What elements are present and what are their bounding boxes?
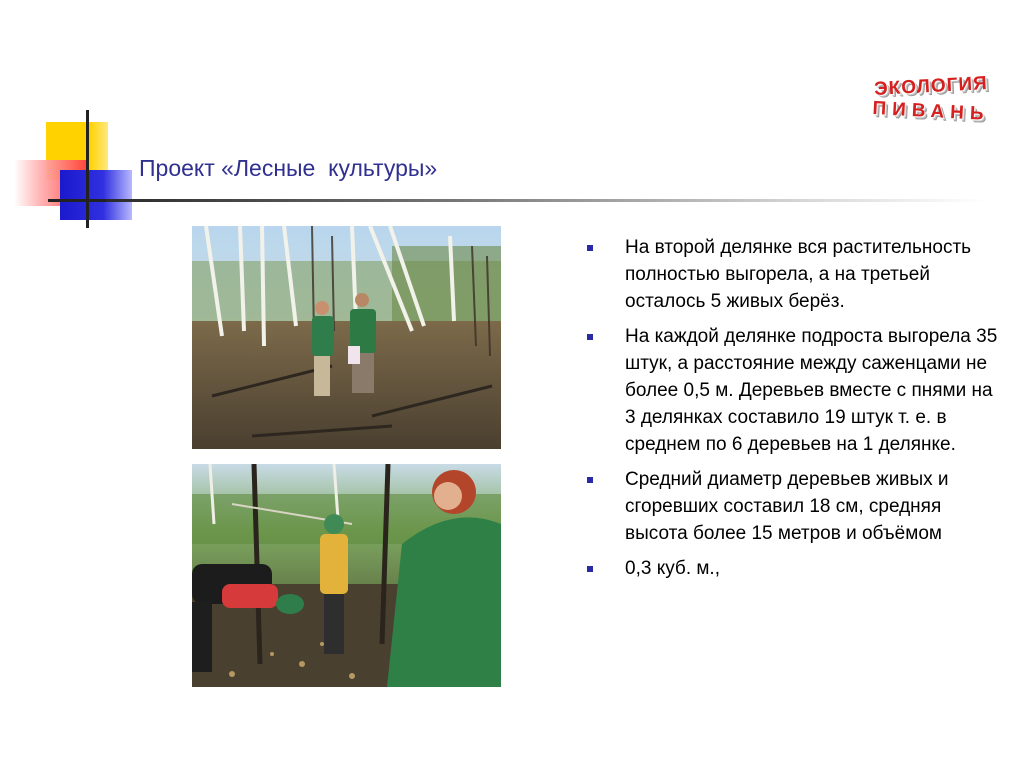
bullet-text: На каждой делянке подроста выгорела 35 штук, а расстояние между саженцами не более 0,5 м. Деревьев вместе с пнями на 3 делянках составило 19 штук т. е. в среднем по 6 деревьев на 1 делянке.	[625, 326, 998, 455]
logo-line-2: ПИВАНЬ	[871, 97, 991, 126]
bullet-square-icon	[587, 566, 593, 572]
list-item	[584, 555, 1004, 582]
list-item	[584, 323, 1004, 458]
list-item	[584, 234, 1004, 315]
bullet-text: На второй делянке вся растительность полностью выгорела, а на третьей осталось 5 живых берёз.	[625, 237, 972, 312]
photo-burned-forest-standing	[192, 226, 501, 449]
ecology-logo	[868, 73, 994, 128]
bullet-square-icon	[587, 477, 593, 483]
title-underline	[106, 199, 986, 202]
logo-line-1: ЭКОЛОГИЯ	[873, 73, 989, 100]
slide-title: Проект «Лесные культуры»	[139, 155, 438, 181]
decor-blue-square	[60, 170, 132, 220]
bullet-text: 0,3 куб. м.,	[625, 558, 720, 579]
decor-vertical-line	[86, 110, 89, 228]
bullet-list	[584, 234, 1004, 590]
list-item	[584, 466, 1004, 547]
bullet-text: Средний диаметр деревьев живых и сгоревших составил 18 см, средняя высота более 15 метров и объёмом	[625, 469, 949, 544]
bullet-square-icon	[587, 245, 593, 251]
photo-burned-forest-working	[192, 464, 501, 687]
bullet-square-icon	[587, 334, 593, 340]
